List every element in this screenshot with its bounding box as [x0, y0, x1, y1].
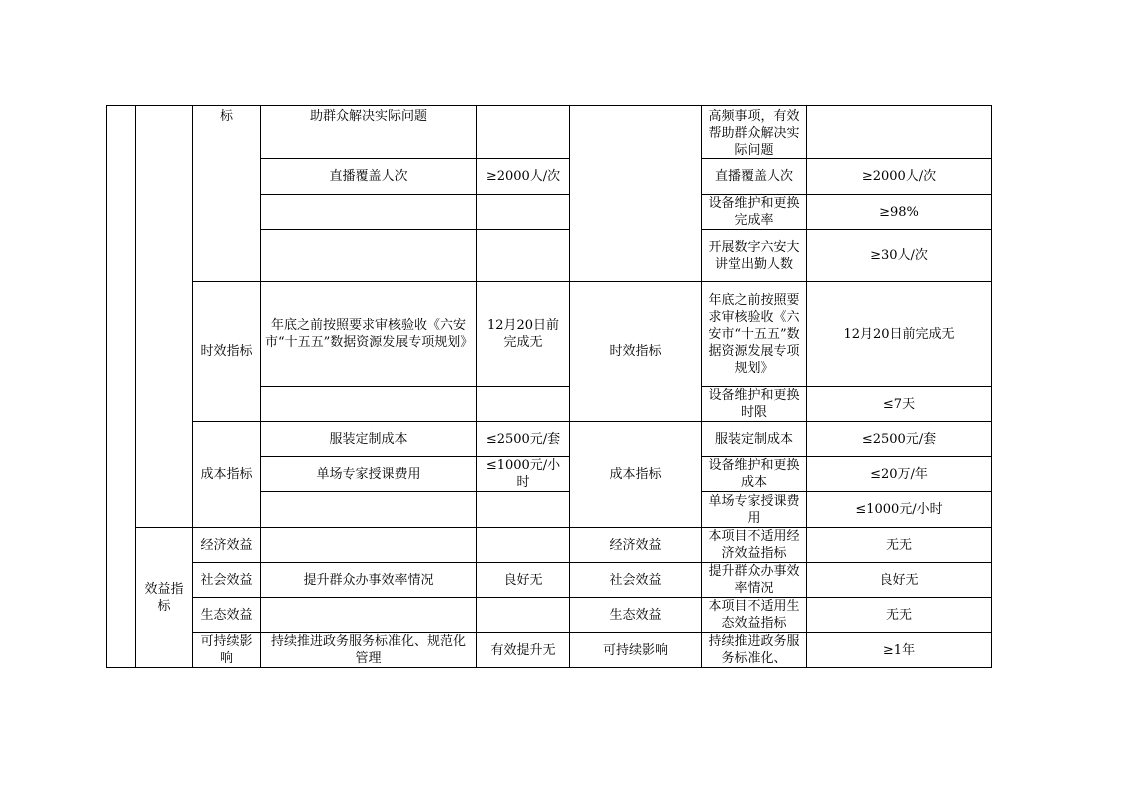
indicator-detail-right-cell: 年底之前按照要求审核验收《六安市“十五五”数据资源发展专项规划》 — [708, 292, 800, 376]
indicator-target-cell — [477, 106, 569, 158]
indicator-target-cell: ≤2500元/套 — [485, 431, 561, 447]
benefit-type-cell: 可持续影响 — [200, 634, 253, 666]
indicator-target-cell: ≥2000人/次 — [485, 169, 561, 184]
benefit-type-right-cell: 可持续影响 — [602, 642, 668, 658]
timeliness-indicator-right-cell: 时效指标 — [609, 344, 662, 359]
indicator-value-right-cell: ≤1000元/小时 — [855, 502, 943, 517]
indicator-detail-cell — [261, 528, 476, 562]
indicator-detail-right-cell: 开展数字六安大讲堂出勤人数 — [708, 239, 800, 272]
benefit-type-cell: 生态效益 — [200, 607, 253, 623]
indicator-target-cell: ≤1000元/小时 — [485, 458, 561, 490]
cost-indicator-cell: 成本指标 — [200, 467, 253, 482]
indicator-detail-cell: 服装定制成本 — [329, 431, 408, 447]
indicator-target-cell: 有效提升无 — [490, 642, 556, 658]
indicator-l3-cell: 标 — [219, 109, 233, 124]
indicator-detail-right-cell: 设备维护和更换时限 — [708, 388, 800, 420]
indicator-detail-cell: 单场专家授课费用 — [316, 466, 421, 482]
indicator-detail-right-cell: 本项目不适用生态效益指标 — [708, 599, 800, 631]
indicator-target-cell: 良好无 — [503, 572, 543, 588]
indicator-detail-cell: 年底之前按照要求审核验收《六安市“十五五”数据资源发展专项规划》 — [265, 318, 474, 350]
benefit-type-cell: 社会效益 — [200, 572, 253, 588]
indicator-value-right-cell: 无无 — [885, 607, 912, 623]
indicator-detail-right-cell: 高频事项，有效帮助群众解决实际问题 — [708, 109, 800, 158]
indicator-detail-right-cell: 持续推进政务服务标准化、 — [708, 634, 800, 666]
benefit-type-right-cell: 经济效益 — [609, 537, 662, 553]
indicator-value-right-cell: ≥1年 — [882, 642, 916, 658]
indicator-target-cell — [477, 387, 569, 421]
cost-indicator-right-cell: 成本指标 — [609, 467, 662, 482]
indicator-value-right-cell: ≥2000人/次 — [861, 169, 937, 184]
indicator-target-cell — [477, 598, 569, 632]
indicator-detail-cell: 持续推进政务服务标准化、规范化管理 — [270, 634, 466, 666]
indicator-detail-cell — [261, 387, 476, 421]
indicator-detail-cell — [261, 492, 476, 527]
indicator-value-right-cell — [807, 106, 991, 158]
timeliness-indicator-cell: 时效指标 — [200, 344, 253, 359]
indicator-detail-cell: 助群众解决实际问题 — [309, 109, 427, 124]
indicator-value-right-cell: ≤20万/年 — [870, 466, 928, 482]
indicator-value-right-cell: ≥98% — [879, 204, 919, 220]
indicator-target-cell — [477, 528, 569, 562]
indicator-detail-right-cell: 设备维护和更换完成率 — [708, 196, 800, 228]
indicator-detail-cell: 直播覆盖人次 — [329, 169, 408, 184]
indicator-target-cell — [477, 230, 569, 281]
category-column-l2 — [135, 105, 193, 528]
indicator-l3-right-cell — [569, 105, 702, 282]
indicator-detail-cell — [261, 230, 476, 281]
indicator-detail-right-cell: 提升群众办事效率情况 — [708, 564, 800, 596]
indicator-detail-right-cell: 设备维护和更换成本 — [708, 458, 800, 490]
indicator-value-right-cell: 良好无 — [879, 572, 919, 588]
indicator-value-right-cell: 12月20日前完成无 — [843, 326, 955, 342]
indicator-detail-right-cell: 直播覆盖人次 — [714, 169, 793, 184]
benefit-indicator-cell: 效益指标 — [144, 581, 184, 614]
indicator-target-cell: 12月20日前完成无 — [486, 318, 560, 350]
indicator-value-right-cell: ≤2500元/套 — [861, 431, 937, 447]
indicator-target-cell — [477, 492, 569, 527]
benefit-type-right-cell: 生态效益 — [609, 607, 662, 623]
indicator-value-right-cell: ≥30人/次 — [870, 248, 928, 263]
indicator-detail-cell — [261, 195, 476, 229]
indicator-detail-right-cell: 服装定制成本 — [714, 431, 793, 447]
indicator-detail-cell: 提升群众办事效率情况 — [303, 572, 434, 588]
indicator-detail-cell — [261, 598, 476, 632]
benefit-type-cell: 经济效益 — [200, 537, 253, 553]
indicator-detail-right-cell: 单场专家授课费用 — [708, 493, 800, 526]
benefit-type-right-cell: 社会效益 — [609, 572, 662, 588]
indicator-detail-right-cell: 本项目不适用经济效益指标 — [708, 529, 800, 561]
category-column-l1 — [106, 105, 136, 668]
indicator-value-right-cell: ≤7天 — [882, 396, 916, 412]
indicator-target-cell — [477, 195, 569, 229]
indicator-value-right-cell: 无无 — [885, 537, 912, 553]
